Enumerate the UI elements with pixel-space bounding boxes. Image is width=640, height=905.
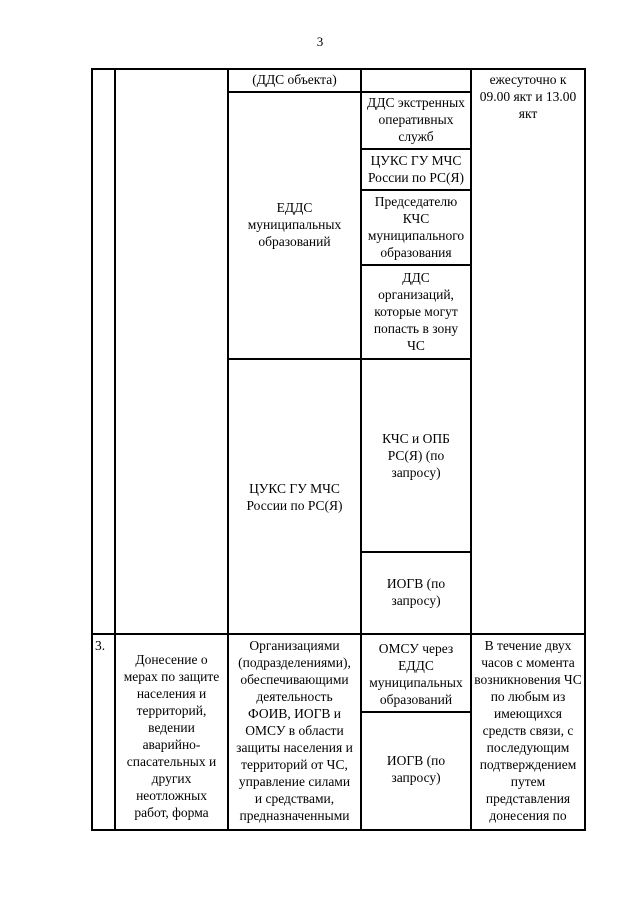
cell-recipient-dds-emergency: ДДС экстренных оперативных служб: [367, 95, 465, 144]
table-border-right: [584, 68, 586, 831]
cell-recipient-iogv: ИОГВ (по запросу): [386, 576, 446, 608]
cell-deadline-daily: ежесуточно к 09.00 якт и 13.00 якт: [479, 72, 577, 121]
cell-recipient-iogv-row3: ИОГВ (по запросу): [386, 753, 446, 785]
cell-sender-tsuks: ЦУКС ГУ МЧС России по РС(Я): [246, 481, 343, 513]
page-number: 3: [316, 34, 324, 49]
cell-recipient-kchs-opb: КЧС и ОПБ РС(Я) (по запросу): [382, 431, 450, 480]
cell-recipient-tsuks: ЦУКС ГУ МЧС России по РС(Я): [367, 153, 465, 185]
table-border-bottom: [91, 829, 586, 831]
cell-sender-edds: ЕДДС муниципальных образований: [247, 200, 342, 249]
cell-recipient-dds-organizations: ДДС организаций, которые могут попасть в зону ЧС: [373, 270, 459, 353]
cell-row-number: 3.: [95, 638, 106, 653]
cell-report-name: Донесение о мерах по защите населения и территорий, ведении аварийно- спасательных и других неотложных работ, форма: [123, 652, 220, 820]
cell-recipient-dds-object: (ДДС объекта): [252, 72, 337, 87]
cell-recipient-kchs-chair: Председателю КЧС муниципального образования: [367, 194, 465, 260]
row-divider: [227, 91, 472, 93]
cell-recipient-omsu: ОМСУ через ЕДДС муниципальных образований: [369, 641, 463, 707]
table-border-top: [91, 68, 586, 70]
table-border-left: [91, 68, 93, 831]
row-divider: [360, 189, 472, 191]
row-divider: [360, 711, 472, 713]
row-divider: [360, 551, 472, 553]
row-divider: [360, 148, 472, 150]
row-divider: [227, 358, 472, 360]
cell-sender-organizations: Организациями (подразделениями), обеспечивающими деятельность ФОИВ, ИОГВ и ОМСУ в области защиты населения и территорий от ЧС, управление силами и средствами, предназначенными: [236, 638, 353, 823]
row-divider: [360, 264, 472, 266]
row-divider-section-3: [91, 633, 586, 635]
cell-deadline-two-hours: В течение двух часов с момента возникновения ЧС по любым из имеющихся средств связи, с последующим подтверждением путем представления донесения по: [474, 638, 582, 823]
